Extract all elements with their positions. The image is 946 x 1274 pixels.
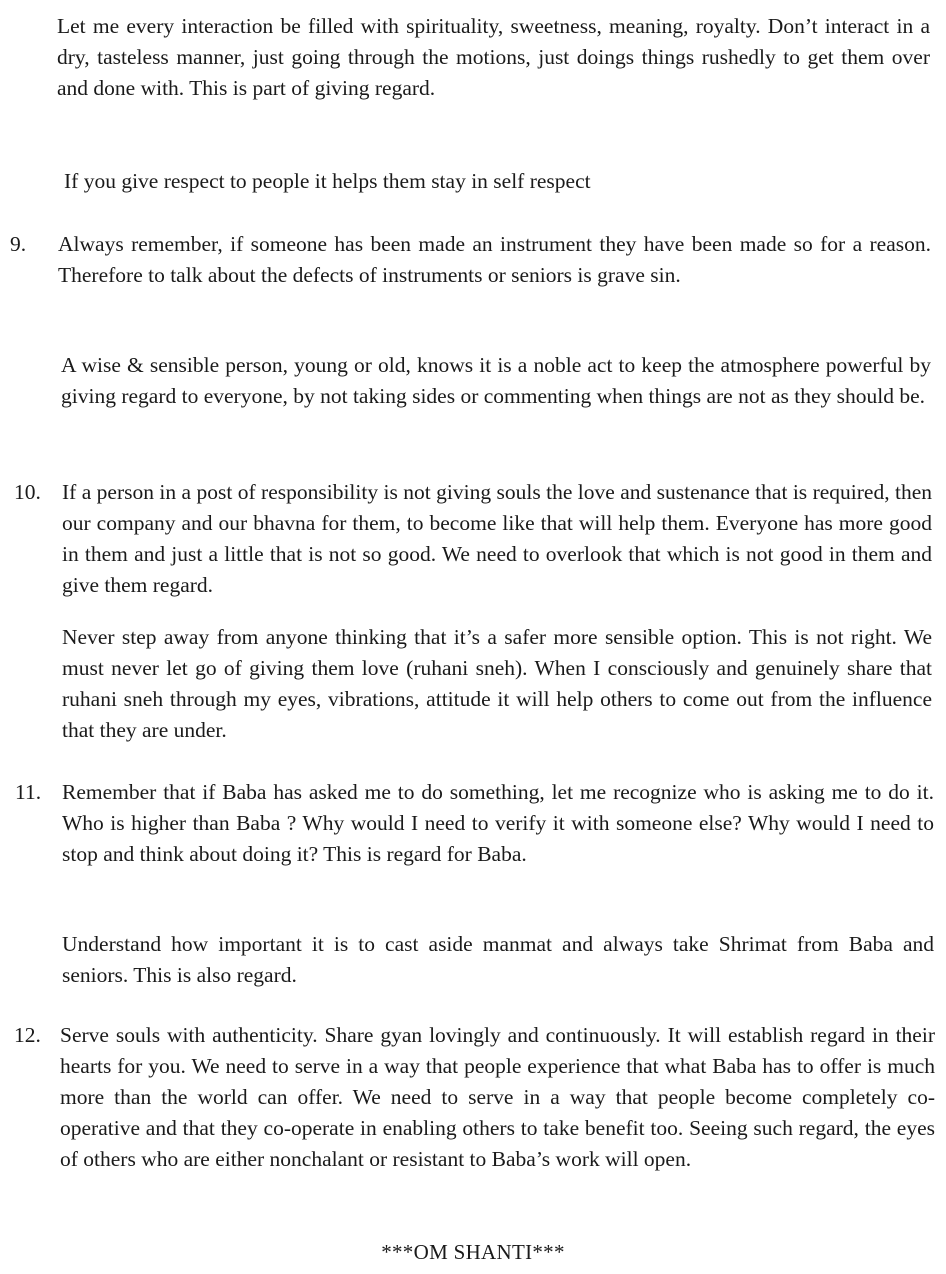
paragraph-item-9: Always remember, if someone has been made an instrument they have been made so for a reason. Therefore to talk about the defects of instruments or seniors is grave sin. [58, 232, 931, 287]
paragraph-item-12: Serve souls with authenticity. Share gyan lovingly and continuously. It will establish regard in their hearts for you. We need to serve in a way that people experience that what Baba has to offer is much more than the world can offer. We need to serve in a way that people become completely co-operative and that they co-operate in enabling others to take benefit too. Seeing such regard, the eyes of others who are either nonchalant or resistant to Baba’s work will open. [60, 1023, 935, 1171]
paragraph-wise-person: A wise & sensible person, young or old, knows it is a noble act to keep the atmosphere powerful by giving regard to everyone, by not taking sides or commenting when things are not as they should be. [61, 353, 931, 408]
paragraph-cast-aside-manmat: Understand how important it is to cast aside manmat and always take Shrimat from Baba and seniors. This is also regard. [62, 932, 934, 987]
paragraph-never-step-away: Never step away from anyone thinking that it’s a safer more sensible option. This is not right. We must never let go of giving them love (ruhani sneh). When I consciously and genuinely share that ruhani sneh through my eyes, vibrations, attitude it will help others to come out from the influence that they are under. [62, 625, 932, 742]
item-number-12: 12. [14, 1023, 41, 1047]
item-number-10: 10. [14, 480, 41, 504]
paragraph-item-11: Remember that if Baba has asked me to do something, let me recognize who is asking me to do it. Who is higher than Baba ? Why would I need to verify it with someone else? Why would I need to stop and think about doing it? This is regard for Baba. [62, 780, 934, 866]
paragraph-interaction-royalty: Let me every interaction be filled with spirituality, sweetness, meaning, royalty. Don’t interact in a dry, tasteless manner, just going through the motions, just doings things rushedly to get them over and done with. This is part of giving regard. [57, 14, 930, 100]
item-number-9: 9. [10, 232, 27, 256]
item-number-11: 11. [15, 780, 42, 804]
paragraph-item-10: If a person in a post of responsibility is not giving souls the love and sustenance that is required, then our company and our bhavna for them, to become like that will help them. Everyone has more good in them and just a little that is not so good. We need to overlook that which is not good in them and give them regard. [62, 480, 932, 597]
closing-om-shanti: ***OM SHANTI*** [381, 1240, 565, 1264]
paragraph-self-respect: If you give respect to people it helps them stay in self respect [64, 169, 591, 193]
